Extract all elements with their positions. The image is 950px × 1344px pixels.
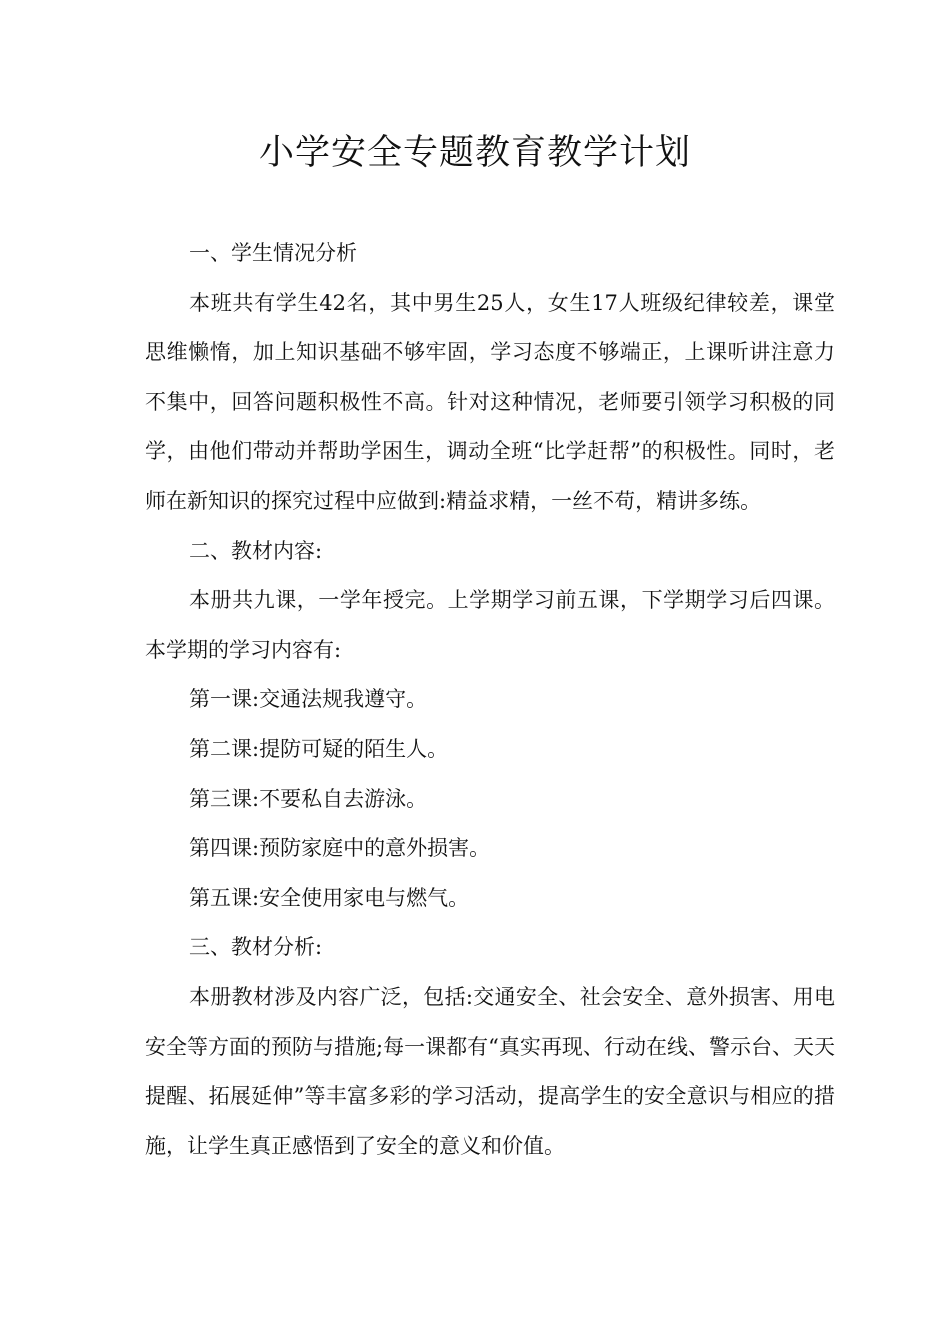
- section-heading-student-analysis: 一、学生情况分析: [189, 241, 357, 265]
- document-body: [145, 229, 835, 1171]
- section-heading-material-analysis: 三、教材分析:: [189, 935, 323, 960]
- lesson-item-1: 第一课:交通法规我遵守。: [189, 687, 428, 712]
- document-title: 小学安全专题教育教学计划: [258, 133, 691, 173]
- lesson-item-2: 第二课:提防可疑的陌生人。: [189, 736, 449, 761]
- lesson-item-5: 第五课:安全使用家电与燃气。: [189, 885, 470, 910]
- paragraph-teaching-content: 本册共九课，一学年授完。上学期学习前五课，下学期学习后四课。本学期的学习内容有:: [145, 588, 835, 662]
- paragraph-material-analysis: 本册教材涉及内容广泛，包括:交通安全、社会安全、意外损害、用电安全等方面的预防与措施;每一课都有“真实再现、行动在线、警示台、天天提醒、拓展延伸”等丰富多彩的学习活动，提高学生的安全意识与相应的措施，让学生真正感悟到了安全的意义和价值。: [145, 984, 835, 1158]
- lesson-item-4: 第四课:预防家庭中的意外损害。: [189, 836, 491, 861]
- lesson-item-3: 第三课:不要私自去游泳。: [189, 786, 428, 811]
- paragraph-student-analysis: 本班共有学生42名，其中男生25人，女生17人班级纪律较差，课堂思维懒惰，加上知识基础不够牢固，学习态度不够端正，上课听讲注意力不集中，回答问题积极性不高。针对这种情况，老师要引领学习积极的同学，由他们带动并帮助学困生，调动全班“比学赶帮”的积极性。同时，老师在新知识的探究过程中应做到:精益求精，一丝不苟，精讲多练。: [145, 290, 835, 513]
- section-heading-teaching-content: 二、教材内容:: [189, 538, 323, 563]
